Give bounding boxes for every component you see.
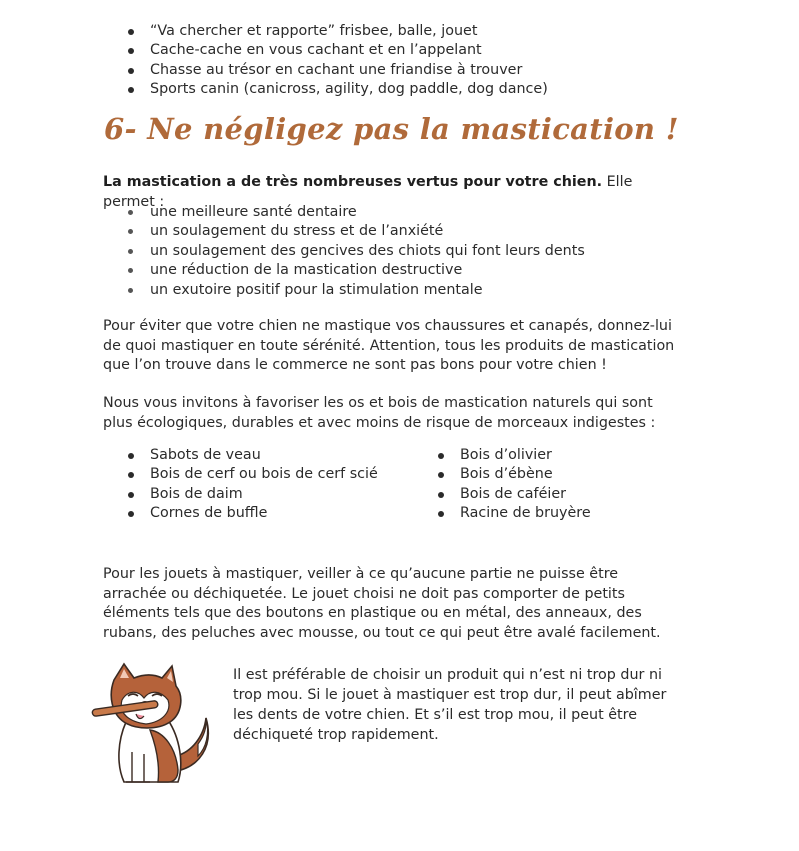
list-item: une réduction de la mastication destructive — [120, 261, 680, 280]
paragraph-natural-chews: Nous vous invitons à favoriser les os et bois de mastication naturels qui sont plus écologiques, durables et avec moins de risque de morceaux indigestes : — [103, 395, 656, 431]
benefits-list — [120, 203, 680, 300]
activities-list — [120, 22, 680, 100]
list-item: Bois de caféier — [430, 485, 690, 504]
list-item: une meilleure santé dentaire — [120, 203, 680, 222]
list-item: un soulagement du stress et de l’anxiété — [120, 222, 680, 241]
list-item: Cornes de buffle — [120, 504, 400, 523]
section-heading: 6- Ne négligez pas la mastication ! — [104, 112, 679, 146]
list-item: “Va chercher et rapporte” frisbee, balle, jouet — [120, 22, 680, 41]
list-item: Sabots de veau — [120, 446, 400, 465]
dog-chewing-stick-icon — [88, 660, 220, 788]
list-item: Bois d’ébène — [430, 465, 690, 484]
paragraph-hardness-advice: Il est préférable de choisir un produit qui n’est ni trop dur ni trop mou. Si le jouet à mastiquer est trop dur, il peut abîmer les dents de votre chien. Et s’il est trop mou, il peut être déchiqueté trop rapidement. — [233, 667, 667, 743]
list-item: Bois d’olivier — [430, 446, 690, 465]
list-item: Cache-cache en vous cachant et en l’appelant — [120, 41, 680, 60]
list-item: Bois de cerf ou bois de cerf scié — [120, 465, 400, 484]
list-item: un soulagement des gencives des chiots qui font leurs dents — [120, 242, 680, 261]
list-item: Bois de daim — [120, 485, 400, 504]
list-item: un exutoire positif pour la stimulation mentale — [120, 281, 680, 300]
paragraph-chew-advice: Pour éviter que votre chien ne mastique vos chaussures et canapés, donnez-lui de quoi mastiquer en toute sérénité. Attention, tous les produits de mastication que l’on trouve dans le commerce ne sont pas bons pour votre chien ! — [103, 318, 675, 374]
list-item: Racine de bruyère — [430, 504, 690, 523]
paragraph-toy-safety: Pour les jouets à mastiquer, veiller à ce qu’aucune partie ne puisse être arrachée ou déchiquetée. Le jouet choisi ne doit pas comporter de petits éléments tels que des boutons en plastique ou en métal, des anneaux, des rubans, des peluches avec mousse, ou tout ce qui peut être avalé facilement. — [103, 566, 661, 641]
list-item: Chasse au trésor en cachant une friandise à trouver — [120, 61, 680, 80]
intro-text: Elle permet : — [103, 174, 633, 210]
intro-bold-text: La mastication a de très nombreuses vertus pour votre chien. — [103, 174, 603, 190]
list-item: Sports canin (canicross, agility, dog paddle, dog dance) — [120, 80, 680, 99]
chews-list-left — [120, 446, 400, 524]
chews-list-right — [430, 446, 690, 524]
